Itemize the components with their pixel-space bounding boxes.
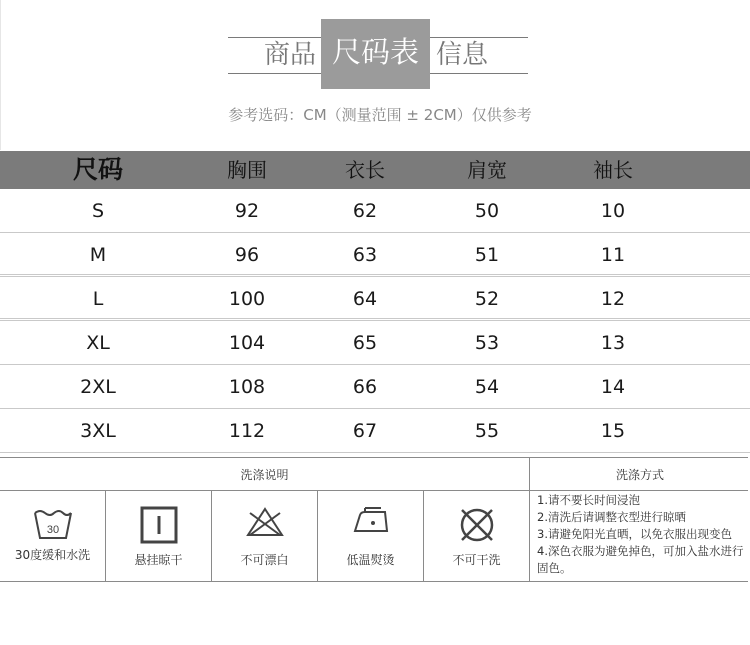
care-label: 不可漂白 — [240, 553, 289, 567]
cell-chest: 100 — [228, 288, 266, 310]
care-tips-list — [537, 492, 749, 577]
header-shoulder: 肩宽 — [467, 158, 507, 182]
cell-length: 67 — [352, 420, 378, 442]
page-subtitle: 参考选码：CM（测量范围 ± 2CM）仅供参考 — [228, 106, 532, 124]
title-highlight: 尺码表 — [321, 19, 430, 89]
cell-length: 66 — [352, 376, 378, 398]
hang-dry-icon — [139, 505, 179, 545]
cell-sleeve: 11 — [600, 244, 626, 266]
care-methods-title: 洗涤方式 — [615, 468, 664, 482]
table-row — [0, 409, 750, 453]
cell-shoulder: 54 — [474, 376, 500, 398]
care-tip: 3.请避免阳光直晒，以免衣服出现变色 — [537, 527, 732, 541]
table-row — [0, 321, 750, 365]
care-label: 低温熨烫 — [346, 553, 395, 567]
cell-chest: 112 — [228, 420, 266, 442]
cell-chest: 104 — [228, 332, 266, 354]
cell-size: 2XL — [80, 376, 116, 398]
cell-shoulder: 51 — [474, 244, 500, 266]
care-label: 不可干洗 — [452, 553, 501, 567]
cell-sleeve: 13 — [600, 332, 626, 354]
no-bleach-icon — [244, 505, 286, 539]
cell-shoulder: 50 — [474, 200, 500, 222]
cell-length: 63 — [352, 244, 378, 266]
cell-shoulder: 55 — [474, 420, 500, 442]
care-label: 悬挂晾干 — [134, 553, 183, 567]
wash-30-icon — [32, 505, 74, 541]
care-label: 30度缓和水洗 — [14, 548, 91, 562]
cell-chest: 92 — [234, 200, 260, 222]
title-left-text: 商品 — [232, 38, 316, 72]
header-size: 尺码 — [72, 155, 123, 184]
care-top-border — [0, 457, 748, 458]
title-right-text: 信息 — [436, 38, 516, 72]
header-chest: 胸围 — [227, 158, 267, 182]
table-row — [0, 365, 750, 409]
low-iron-icon — [351, 505, 391, 537]
table-row — [0, 189, 750, 233]
no-dry-clean-icon — [456, 505, 498, 545]
care-tip: 2.清洗后请调整衣型进行晾晒 — [537, 510, 686, 524]
cell-sleeve: 12 — [600, 288, 626, 310]
cell-sleeve: 15 — [600, 420, 626, 442]
care-tip: 4.深色衣服为避免掉色，可加入盐水进行固色。 — [537, 544, 744, 575]
cell-shoulder: 52 — [474, 288, 500, 310]
title-section — [0, 0, 750, 150]
table-row — [0, 277, 750, 321]
cell-size: L — [92, 288, 104, 310]
cell-length: 64 — [352, 288, 378, 310]
care-instructions-title: 洗涤说明 — [240, 468, 289, 482]
care-item-hang-dry — [106, 491, 211, 582]
cell-size: XL — [86, 332, 110, 354]
table-row — [0, 233, 750, 277]
cell-size: S — [91, 200, 105, 222]
care-section — [0, 457, 750, 582]
care-item-wash — [0, 491, 105, 582]
care-tip: 1.请不要长时间浸泡 — [537, 493, 640, 507]
header-length: 衣长 — [345, 158, 385, 182]
cell-size: M — [89, 244, 107, 266]
cell-shoulder: 53 — [474, 332, 500, 354]
cell-length: 65 — [352, 332, 378, 354]
size-table-header — [0, 151, 750, 189]
cell-chest: 96 — [234, 244, 260, 266]
care-item-low-iron — [318, 491, 423, 582]
cell-size: 3XL — [80, 420, 116, 442]
cell-length: 62 — [352, 200, 378, 222]
cell-chest: 108 — [228, 376, 266, 398]
care-item-no-bleach — [212, 491, 317, 582]
size-table — [0, 151, 750, 453]
cell-sleeve: 14 — [600, 376, 626, 398]
header-sleeve: 袖长 — [593, 158, 633, 182]
cell-sleeve: 10 — [600, 200, 626, 222]
care-item-no-dry-clean — [424, 491, 529, 582]
svg-text:30: 30 — [46, 524, 59, 536]
